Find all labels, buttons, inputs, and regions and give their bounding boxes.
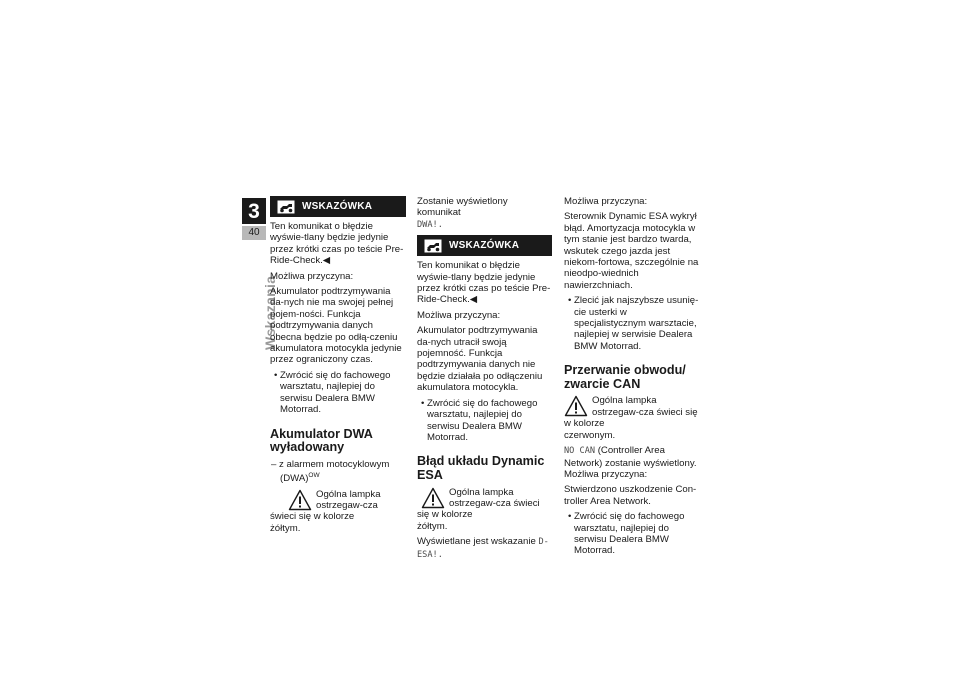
warning-triangle-icon [564, 395, 588, 417]
warning-text-continued: żółtym. [270, 522, 301, 534]
column-3 [564, 196, 700, 561]
warning-text: Ogólna lampka ostrzegaw-cza świeci się w kolorze [417, 486, 540, 521]
cause-label: Możliwa przyczyna: [564, 468, 648, 480]
section-heading: Przerwanie obwodu/ zwarcie CAN [564, 363, 686, 391]
display-code: NO CAN [564, 446, 596, 457]
cause-text: Stwierdzono uszkodzenie Con-troller Area Network. [564, 484, 697, 507]
note-text: Ten komunikat o błędzie wyświe-tlany będzie jedynie przez krótki czas po teście Pre-Ride-Check.◀ [270, 221, 404, 267]
section-heading: Akumulator DWA wyładowany [270, 426, 373, 455]
warning-block [270, 489, 406, 535]
note-header [417, 235, 552, 256]
end-mark: ◀ [322, 255, 331, 267]
end-mark: ◀ [469, 294, 478, 306]
cause-text: Akumulator podtrzymywania da-nych utracił swoją pojemność. Funkcja podtrzymywania danych nie będzie działała po odłączeniu akumulatora motocykla. [417, 325, 543, 394]
display-code: DWA!. [417, 219, 443, 230]
warning-text-continued: czerwonym. [564, 429, 616, 441]
chapter-tab [242, 198, 266, 224]
note-label: WSKAZÓWKA [449, 240, 520, 252]
dash-item: – z alarmem motocyklowym (DWA)$^{OW}$ [271, 458, 390, 485]
cause-text: Sterownik Dynamic ESA wykrył błąd. Amortyzacja motocykla w tym stanie jest bardzo twarda, wskutek czego jazda jest niekom-fortowa, szczególnie na nieodpo-wiednich nawierzchniach. [564, 211, 699, 291]
warning-triangle-icon [421, 487, 445, 509]
note-text: Ten komunikat o błędzie wyświe-tlany będzie jedynie przez krótki czas po teście Pre-Ride-Check.◀ [417, 260, 551, 306]
list-item: • Zlecić jak najszybsze usunię-cie usterki w specjalistycznym warsztacie, najlepiej w serwisie Dealera BMW Motorrad. [568, 295, 699, 352]
list-item: • Zwrócić się do fachowego warsztatu, najlepiej do serwisu Dealera BMW Motorrad. [568, 511, 685, 557]
option-superscript: OW [308, 472, 320, 480]
display-code: D-ESA!. [417, 537, 549, 560]
motorcycle-note-icon [424, 239, 442, 253]
warning-text-continued: żółtym. [417, 520, 448, 532]
warning-block [564, 395, 700, 441]
warning-text: Ogólna lampka ostrzegaw-cza świeci się w kolorze [270, 488, 381, 523]
note-label: WSKAZÓWKA [302, 200, 373, 212]
column-1 [270, 196, 406, 538]
display-message: NO CAN (Controller Area Network) zostanie wyświetlony. [564, 445, 697, 469]
list-item: • Zwrócić się do fachowego warsztatu, najlepiej do serwisu Dealera BMW Motorrad. [274, 369, 391, 416]
page-number: 40 [242, 226, 266, 240]
warning-triangle-icon [288, 489, 312, 511]
warning-text: Ogólna lampka ostrzegaw-cza świeci się w kolorze [564, 395, 698, 430]
motorcycle-note-icon [277, 200, 295, 214]
display-message: Zostanie wyświetlony komunikat DWA!. [417, 196, 508, 230]
cause-label: Możliwa przyczyna: [270, 270, 354, 282]
chapter-number: 3 [248, 199, 260, 223]
list-item: • Zwrócić się do fachowego warsztatu, najlepiej do serwisu Dealera BMW Motorrad. [421, 397, 538, 443]
section-heading: Błąd układu Dynamic ESA [417, 454, 545, 482]
chapter-title: Wskazania [262, 275, 278, 350]
cause-text: Akumulator podtrzymywania da-nych nie ma swojej pełnej pojem-ności. Funkcja podtrzymywania danych obecna będzie po odłą-czeniu akumulatora motocykla jedynie przez ograniczony czas. [270, 286, 402, 366]
display-message: Wyświetlane jest wskazanie D-ESA!. [417, 536, 549, 560]
cause-label: Możliwa przyczyna: [564, 196, 648, 207]
column-2 [417, 196, 552, 565]
cause-label: Możliwa przyczyna: [417, 309, 501, 321]
warning-block [417, 487, 552, 533]
note-header [270, 196, 406, 217]
